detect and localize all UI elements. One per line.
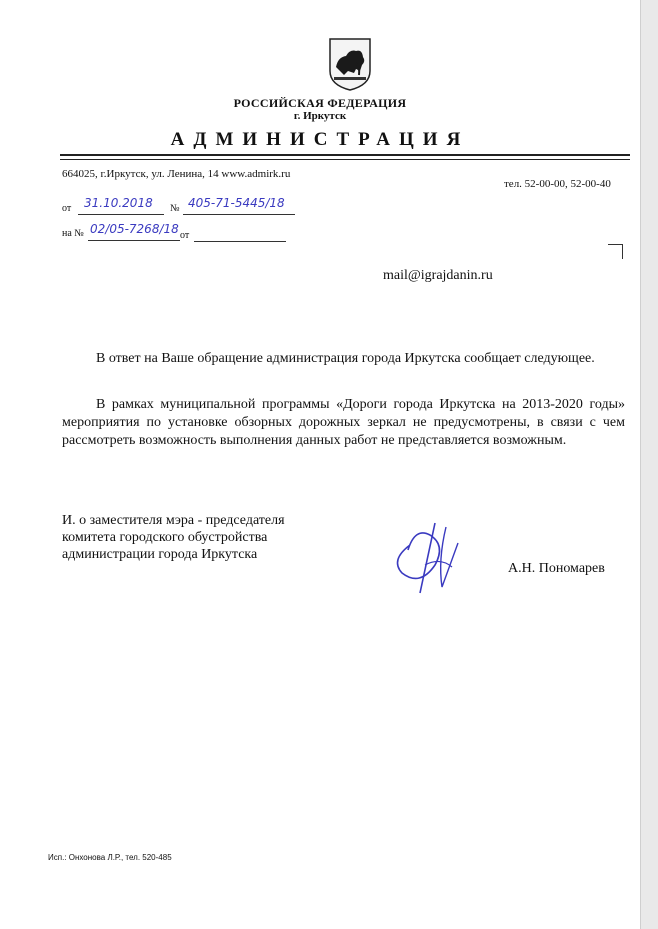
executor-line: Исп.: Онхонова Л.Р., тел. 520-485 <box>48 853 172 862</box>
recipient-email: mail@igrajdanin.ru <box>383 268 493 283</box>
reference-value: 02/05-7268/18 <box>90 222 179 236</box>
header-rule-thin <box>60 159 630 160</box>
organization-title: АДМИНИСТРАЦИЯ <box>170 129 470 150</box>
number-value: 405-71-5445/18 <box>188 196 285 210</box>
header-rule-thick <box>60 154 630 156</box>
reference-underline <box>88 240 180 241</box>
signatory-title <box>62 512 285 563</box>
signatory-line-2: комитета городского обустройства <box>62 530 268 545</box>
signatory-name: А.Н. Пономарев <box>508 561 605 576</box>
phone-line: тел. 52-00-00, 52-00-40 <box>504 178 611 190</box>
city-title: г. Иркутск <box>293 110 347 122</box>
number-sign: № <box>170 203 180 214</box>
reference-date-label: от <box>180 230 190 241</box>
date-underline <box>78 214 164 215</box>
handwritten-signature <box>380 505 480 605</box>
body-paragraph-2: В рамках муниципальной программы «Дороги города Иркутска на 2013-2020 годы» мероприятия по установке обзорных дорожных зеркал не предусмотрены, в связи с чем рассмотреть возможность выполнения данных работ не представляется возможным. <box>62 397 625 448</box>
reference-label: на № <box>62 228 84 239</box>
date-label: от <box>62 203 72 214</box>
address-corner-mark <box>608 244 623 259</box>
country-title: РОССИЙСКАЯ ФЕДЕРАЦИЯ <box>233 96 407 110</box>
number-underline <box>183 214 295 215</box>
signatory-line-3: администрации города Иркутска <box>62 547 258 562</box>
irkutsk-coat-of-arms-icon <box>326 37 374 91</box>
address-line: 664025, г.Иркутск, ул. Ленина, 14 www.admirk.ru <box>62 168 291 180</box>
date-value: 31.10.2018 <box>84 196 153 210</box>
body-paragraph-1: В ответ на Ваше обращение администрация города Иркутска сообщает следующее. <box>96 351 595 366</box>
reference-date-underline <box>194 241 286 242</box>
signatory-line-1: И. о заместителя мэра - председателя <box>62 513 285 528</box>
